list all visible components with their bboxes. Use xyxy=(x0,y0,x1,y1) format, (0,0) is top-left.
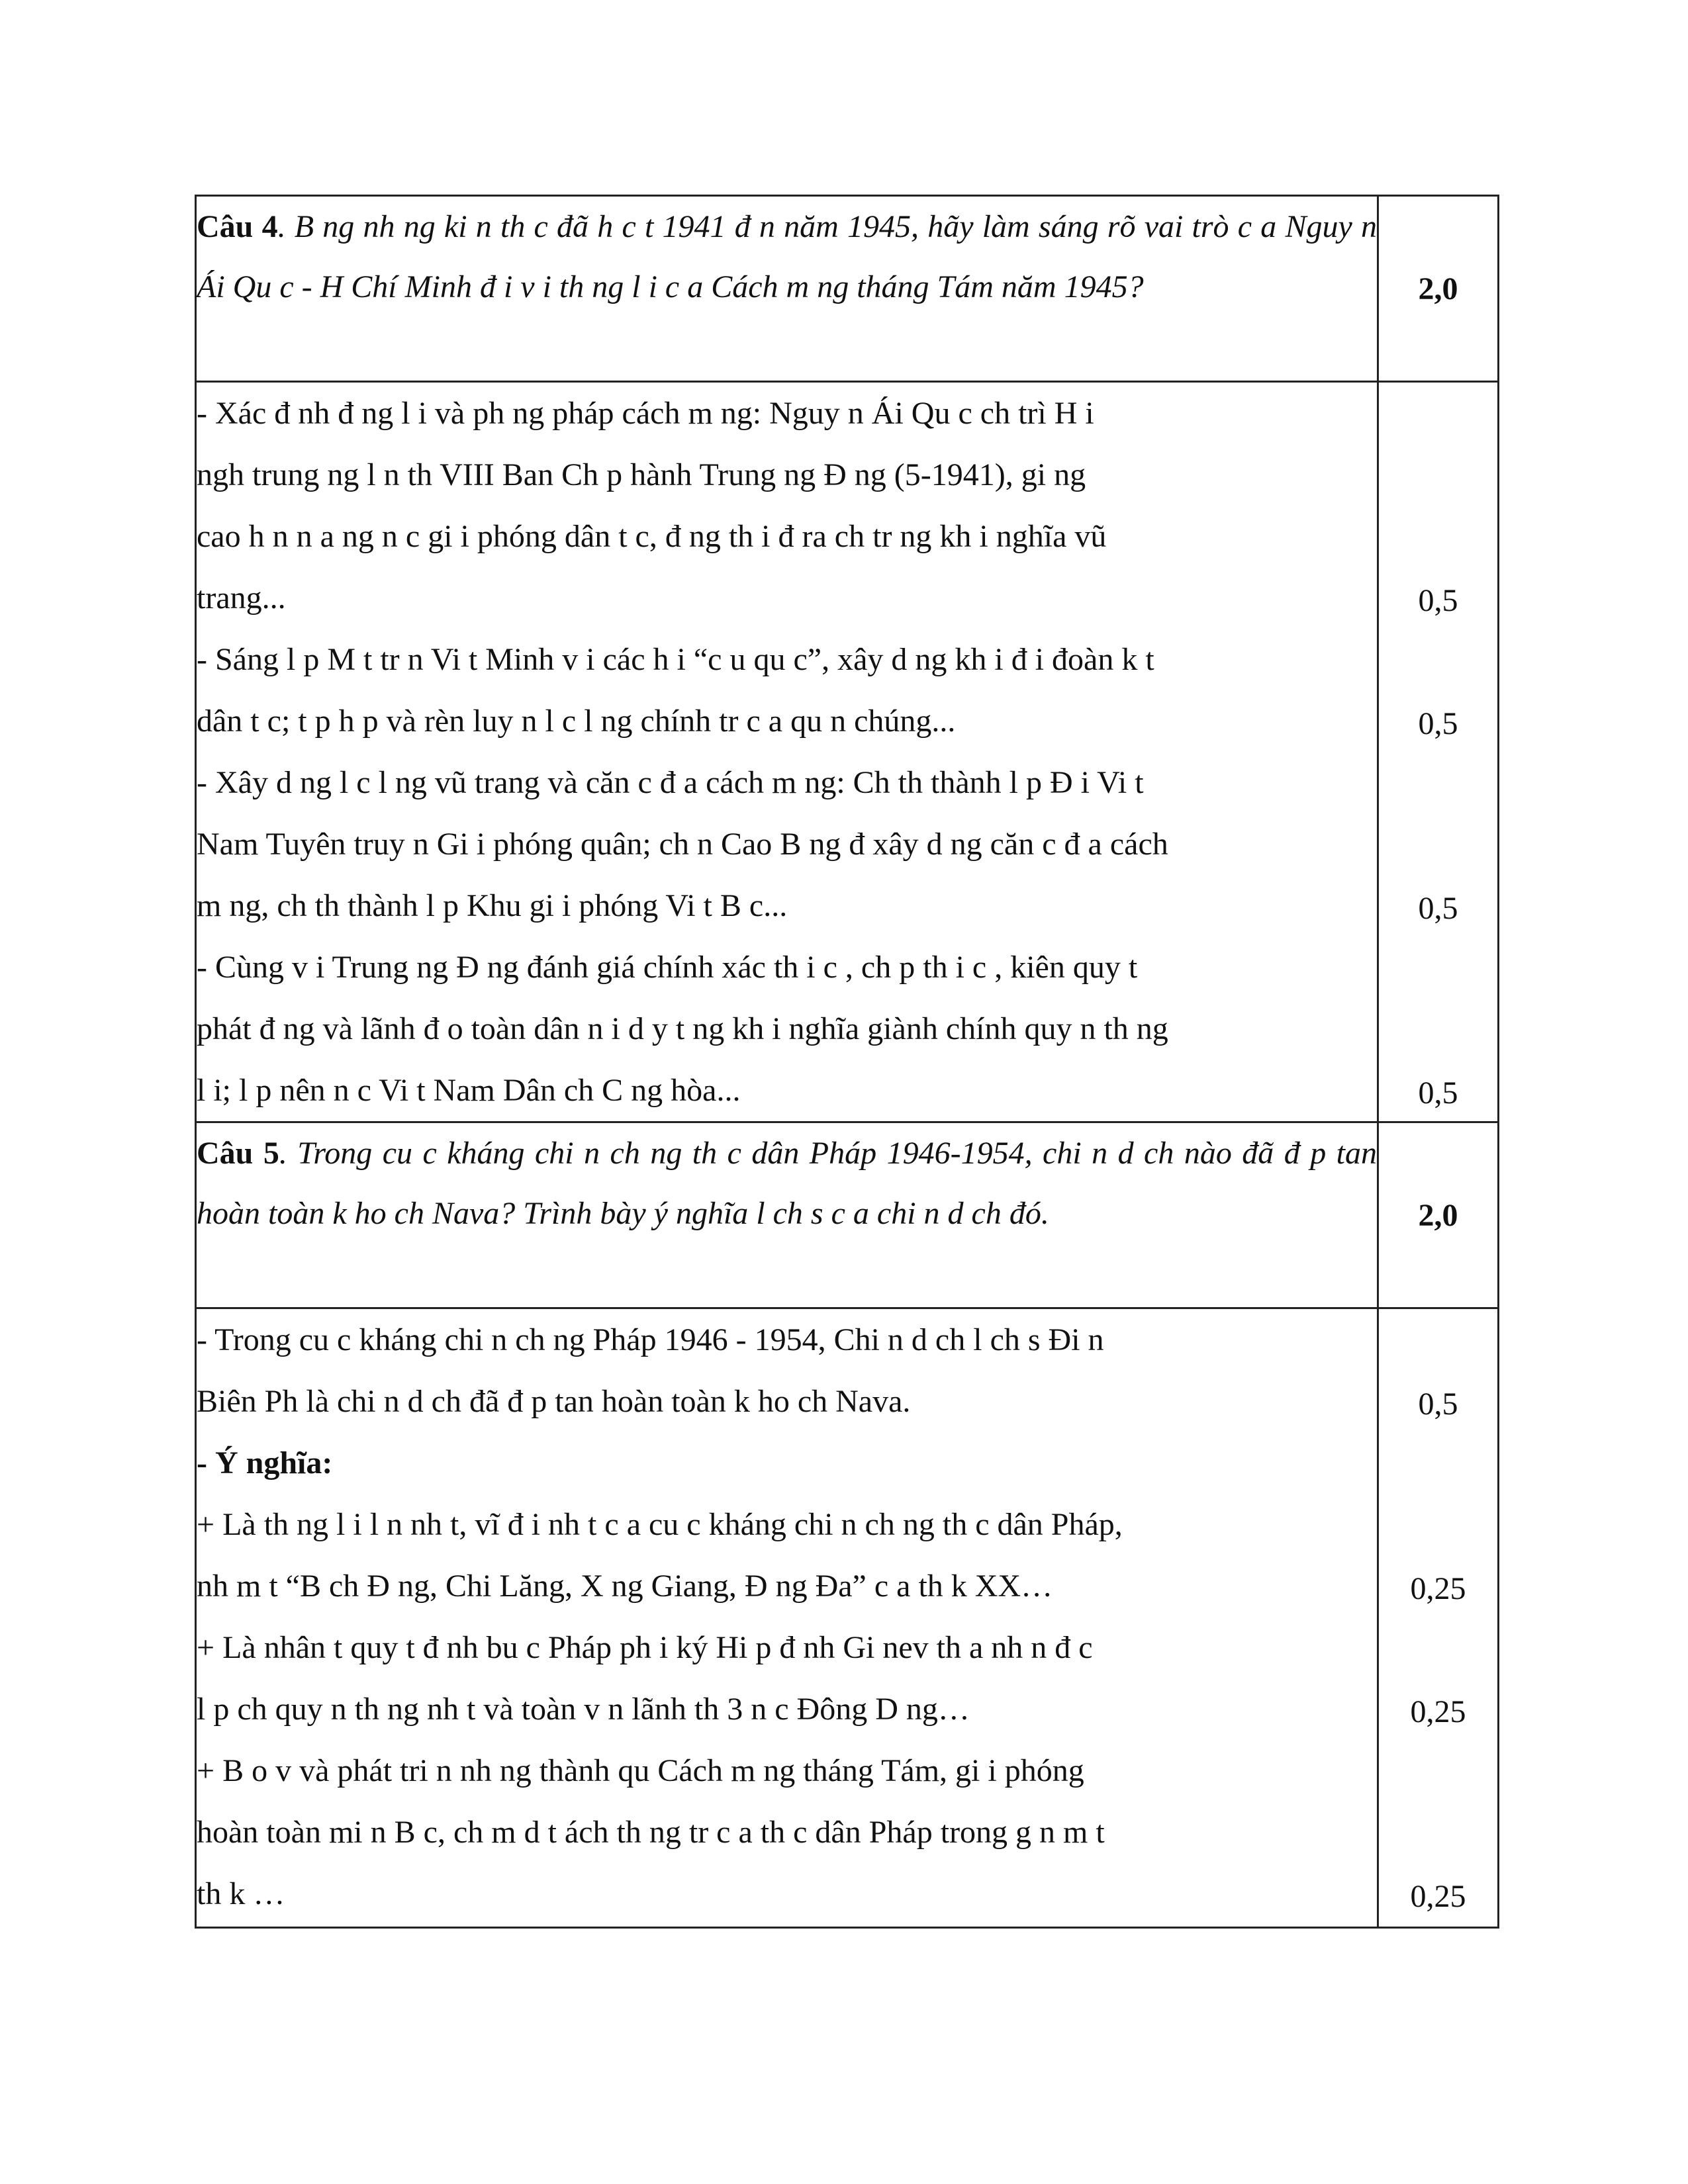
answer-table xyxy=(195,195,1499,1929)
score-value: 0,5 xyxy=(1418,706,1458,741)
score-value: 0,25 xyxy=(1410,1879,1466,1914)
answer-4-scores xyxy=(1378,382,1499,1122)
answer-line: cao h n n a ng n c gi i phóng dân t c, đ ng th i đ ra ch tr ng kh i nghĩa vũ xyxy=(197,519,1107,554)
answer-line: + Là nhân t quy t đ nh bu c Pháp ph i ký Hi p đ nh Gi nev th a nh n đ c xyxy=(197,1630,1093,1665)
question-5-row xyxy=(196,1122,1499,1308)
question-4-label: Câu 4 xyxy=(197,209,278,244)
score-value: 0,25 xyxy=(1410,1694,1466,1729)
answer-line: Nam Tuyên truy n Gi i phóng quân; ch n Cao B ng đ xây d ng căn c đ a cách xyxy=(197,827,1168,862)
answer-line: - Xây d ng l c l ng vũ trang và căn c đ a cách m ng: Ch th thành l p Đ i Vi t xyxy=(197,765,1144,800)
question-5-points: 2,0 xyxy=(1378,1122,1499,1308)
answer-5-row xyxy=(196,1308,1499,1928)
answer-line: - Trong cu c kháng chi n ch ng Pháp 1946 - 1954, Chi n d ch l ch s Đi n xyxy=(197,1322,1104,1357)
answer-line: trang... xyxy=(197,580,286,615)
question-5-text xyxy=(196,1122,1378,1308)
answer-line: th k … xyxy=(197,1876,285,1911)
answer-line: l i; l p nên n c Vi t Nam Dân ch C ng hòa... xyxy=(197,1073,741,1108)
answer-line: l p ch quy n th ng nh t và toàn v n lãnh th 3 n c Đông D ng… xyxy=(197,1692,970,1727)
answer-5-text xyxy=(196,1308,1378,1928)
answer-line: + B o v và phát tri n nh ng thành qu Cách m ng tháng Tám, gi i phóng xyxy=(197,1753,1084,1788)
question-4-body: . B ng nh ng ki n th c đã h c t 1941 đ n năm 1945, hãy làm sáng rõ vai trò c a Nguy n Ái Qu c - H Chí Minh đ i v i th ng l i c a Cách m ng tháng Tám năm 1945? xyxy=(197,209,1378,304)
significance-heading: - Ý nghĩa: xyxy=(197,1445,333,1480)
score-value: 0,5 xyxy=(1418,1075,1458,1111)
answer-line: - Xác đ nh đ ng l i và ph ng pháp cách m ng: Nguy n Ái Qu c ch trì H i xyxy=(197,396,1094,431)
answer-4-row xyxy=(196,382,1499,1122)
answer-line: nh m t “B ch Đ ng, Chi Lăng, X ng Giang, Đ ng Đa” c a th k XX… xyxy=(197,1569,1053,1604)
question-5-label: Câu 5 xyxy=(197,1136,279,1171)
answer-5-scores xyxy=(1378,1308,1499,1928)
answer-line: dân t c; t p h p và rèn luy n l c l ng chính tr c a qu n chúng... xyxy=(197,704,956,739)
question-4-row xyxy=(196,196,1499,382)
question-4-points: 2,0 xyxy=(1378,196,1499,382)
answer-line: phát đ ng và lãnh đ o toàn dân n i d y t ng kh i nghĩa giành chính quy n th ng xyxy=(197,1011,1168,1046)
question-4-text xyxy=(196,196,1378,382)
score-value: 0,5 xyxy=(1418,1387,1458,1422)
score-value: 0,5 xyxy=(1418,583,1458,618)
answer-line: - Sáng l p M t tr n Vi t Minh v i các h i “c u qu c”, xây d ng kh i đ i đoàn k t xyxy=(197,642,1154,677)
answer-line: hoàn toàn mi n B c, ch m d t ách th ng tr c a th c dân Pháp trong g n m t xyxy=(197,1815,1105,1850)
answer-line: m ng, ch th thành l p Khu gi i phóng Vi t B c... xyxy=(197,888,788,923)
answer-line: - Cùng v i Trung ng Đ ng đánh giá chính xác th i c , ch p th i c , kiên quy t xyxy=(197,950,1138,985)
score-value: 0,5 xyxy=(1418,891,1458,926)
score-value: 0,25 xyxy=(1410,1571,1466,1606)
answer-4-text xyxy=(196,382,1378,1122)
answer-line: Biên Ph là chi n d ch đã đ p tan hoàn toàn k ho ch Nava. xyxy=(197,1384,911,1419)
answer-line: ngh trung ng l n th VIII Ban Ch p hành Trung ng Đ ng (5-1941), gi ng xyxy=(197,457,1086,492)
question-5-body: . Trong cu c kháng chi n ch ng th c dân Pháp 1946-1954, chi n d ch nào đã đ p tan hoàn toàn k ho ch Nava? Trình bày ý nghĩa l ch s c a chi n d ch đó. xyxy=(197,1136,1378,1231)
answer-line: + Là th ng l i l n nh t, vĩ đ i nh t c a cu c kháng chi n ch ng th c dân Pháp, xyxy=(197,1507,1123,1542)
